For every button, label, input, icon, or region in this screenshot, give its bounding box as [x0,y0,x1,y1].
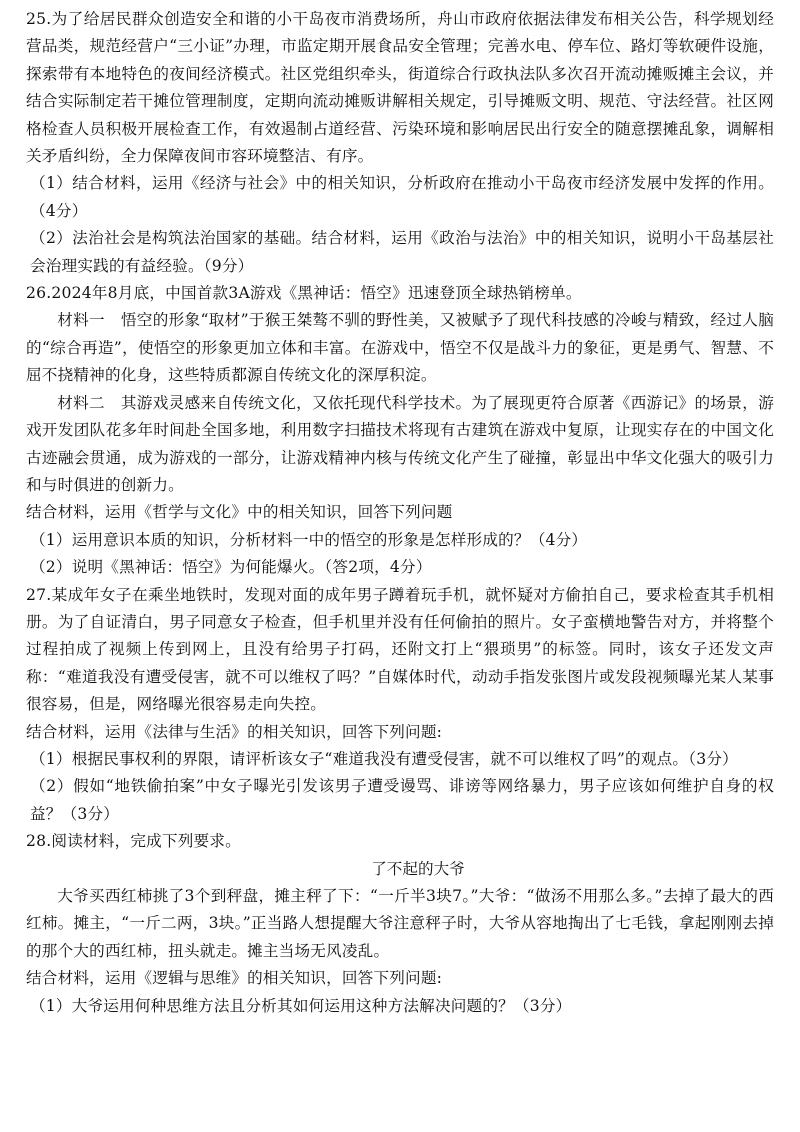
q26-material-2: 材料二 其游戏灵感来自传统文化，又依托现代科学技术。为了展现更符合原著《西游记》的场景，游戏开发团队花多年时间赴全国多地，利用数字扫描技术将现有古建筑在游戏中复原，让现实存在的中国文化古迹融会贯通，成为游戏的一部分，让游戏精神内核与传统文化产生了碰撞，彰显出中华文化强大的吸引力和与时俱进的创新力。 [26,393,774,494]
q25-subquestion-1: （1）结合材料，运用《经济与社会》中的相关知识，分析政府在推动小干岛夜市经济发展中发挥的作用。（4分） [30,174,774,220]
q26-subquestion-1: （1）运用意识本质的知识，分析材料一中的悟空的形象是怎样形成的？（4分） [30,530,588,549]
q26-material-1: 材料一 悟空的形象“取材”于猴王桀骜不驯的野性美，又被赋予了现代科技感的冷峻与精致，经过人脑的“综合再造”，使悟空的形象更加立体和丰富。在游戏中，悟空不仅是战斗力的象征，更是勇气、智慧、不屈不挠精神的化身，这些特质都源自传统文化的深厚积淀。 [26,311,774,385]
q26-instruction: 结合材料，运用《哲学与文化》中的相关知识，回答下列问题 [26,503,453,522]
q27-subquestion-1: （1）根据民事权利的界限，请评析该女子“难道我没有遭受侵害，就不可以维权了吗”的观点。（3分） [30,749,738,768]
q28-material: 大爷买西红柿挑了3个到秤盘，摊主秤了下：“一斤半3块7。”大爷：“做汤不用那么多。”去掉了最大的西红柿。摊主，“一斤二两，3块。”正当路人想提醒大爷注意秤子时，大爷从容地掏出了七毛钱，拿起刚刚去掉的那个大的西红柿，扭头就走。摊主当场无风凌乱。 [26,887,774,960]
q28-material-title: 了不起的大爷 [371,859,465,878]
q28-subquestion-1: （1）大爷运用何种思维方法且分析其如何运用这种方法解决问题的？（3分） [30,996,572,1015]
q26-stem: 26.2024年8月底，中国首款3A游戏《黑神话：悟空》迅速登顶全球热销榜单。 [26,284,582,303]
q28-stem: 28.阅读材料，完成下列要求。 [26,832,241,851]
q27-instruction: 结合材料，运用《法律与生活》的相关知识，回答下列问题: [26,722,443,741]
q26-subquestion-2: （2）说明《黑神话：悟空》为何能爆火。（答2项，4分） [30,558,432,577]
q27-material: 27.某成年女子在乘坐地铁时，发现对面的成年男子蹲着玩手机，就怀疑对方偷拍自己，要求检查其手机相册。为了自证清白，男子同意女子检查，但手机里并没有任何偷拍的照片。女子蛮横地警告对方，并将整个过程拍成了视频上传到网上，且没有给男子打码，还附文打上“猥琐男”的标签。同时，该女子还发文声称：“难道我没有遭受侵害，就不可以维权了吗？”自媒体时代，动动手指发张图片或发段视频曝光某人某事很容易，但是，网络曝光很容易走向失控。 [26,585,774,714]
q27-subquestion-2: （2）假如“地铁偷拍案”中女子曝光引发该男子遭受谩骂、诽谤等网络暴力，男子应该如何维护自身的权益？（3分） [30,777,774,823]
q28-instruction: 结合材料，运用《逻辑与思维》的相关知识，回答下列问题: [26,969,443,988]
q25-subquestion-2: （2）法治社会是构筑法治国家的基础。结合材料，运用《政治与法治》中的相关知识，说明小干岛基层社会治理实践的有益经验。（9分） [30,229,774,275]
q25-material: 25.为了给居民群众创造安全和谐的小干岛夜市消费场所，舟山市政府依据法律发布相关公告，科学规划经营品类，规范经营户“三小证”办理，市监定期开展食品安全管理；完善水电、停车位、路灯等软硬件设施，探索带有本地特色的夜间经济模式。社区党组织牵头，街道综合行政执法队多次召开流动摊贩摊主会议，并结合实际制定若干摊位管理制度，定期向流动摊贩讲解相关规定，引导摊贩文明、规范、守法经营。社区网格检查人员积极开展检查工作，有效遏制占道经营、污染环境和影响居民出行安全的随意摆摊乱象，调解相关矛盾纠纷，全力保障夜间市容环境整洁、有序。 [26,10,774,166]
